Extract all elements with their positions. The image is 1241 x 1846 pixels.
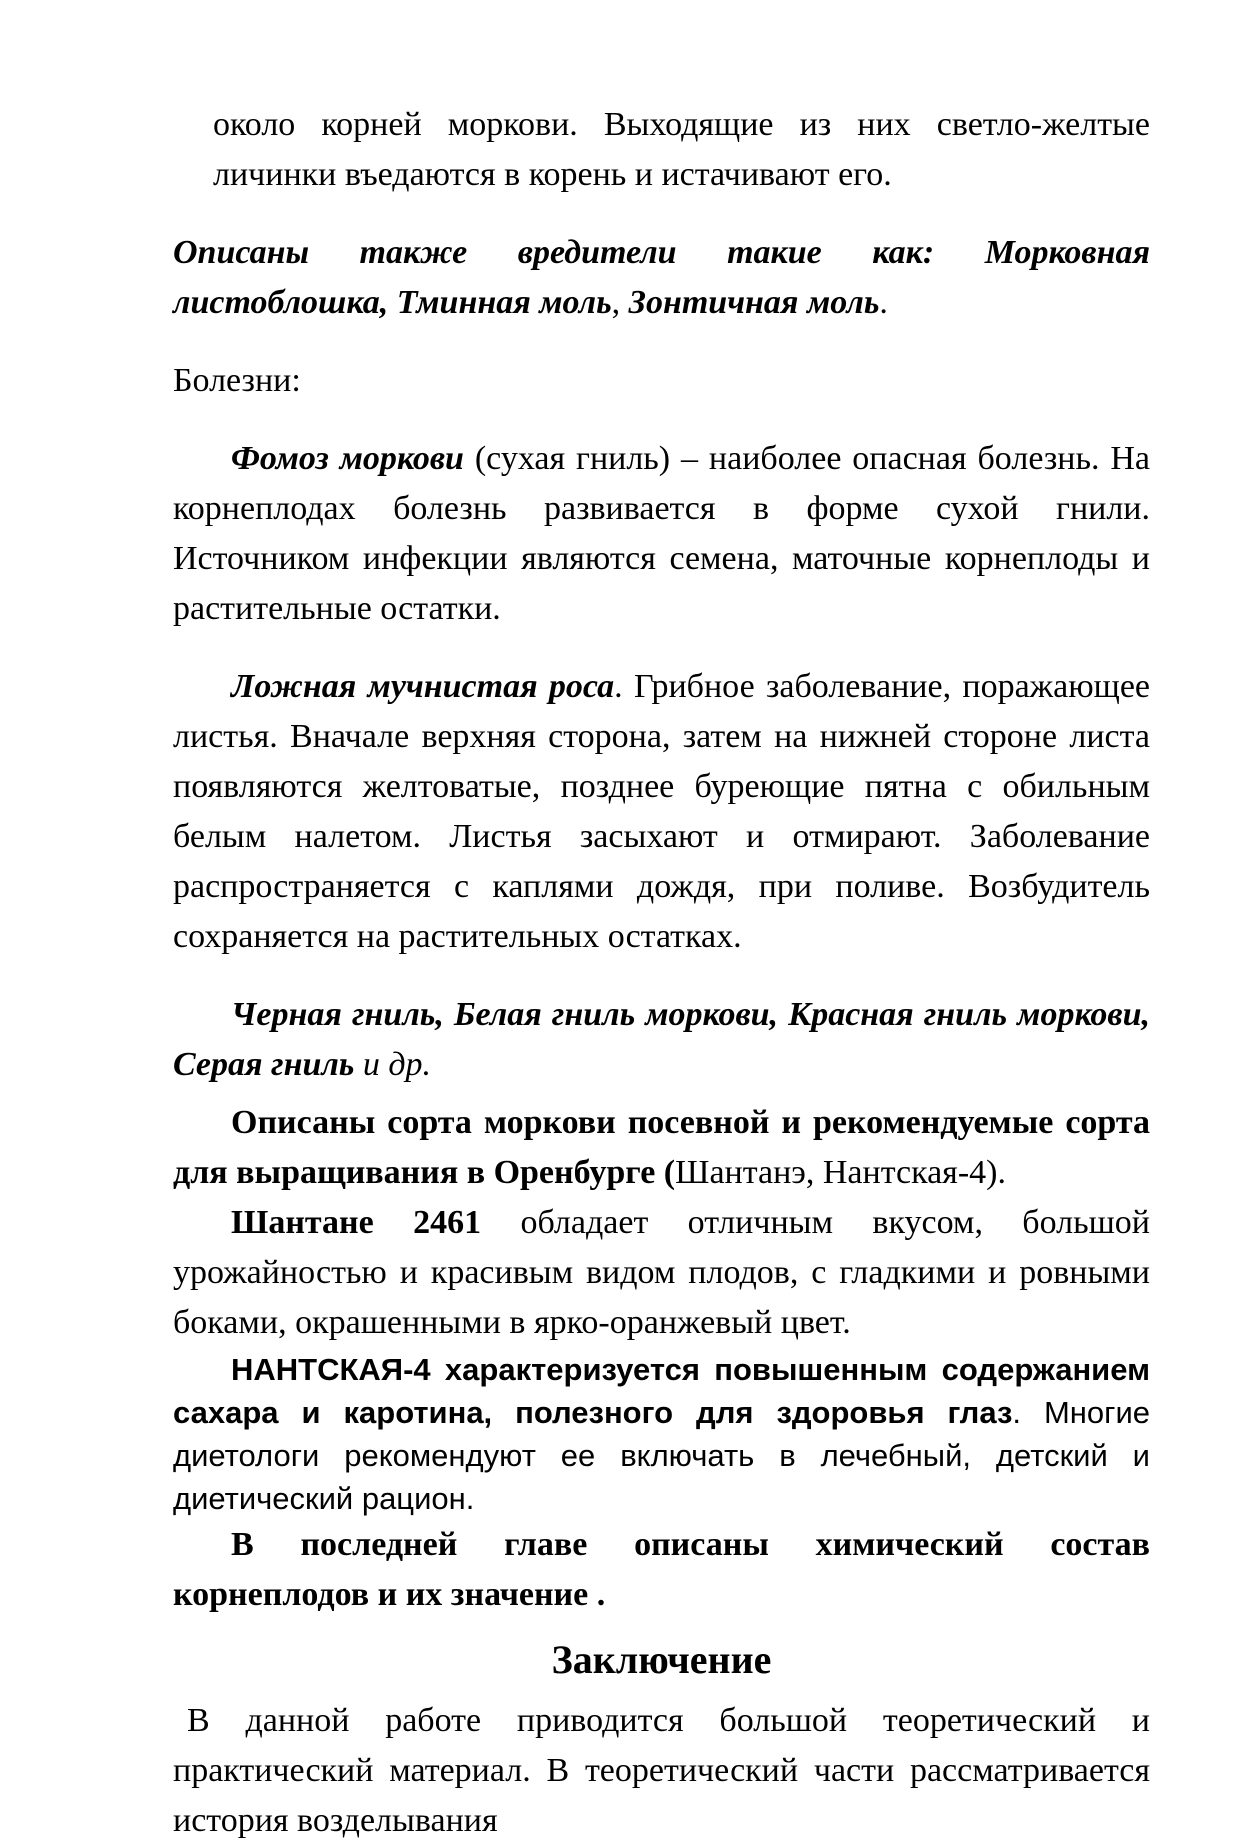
paragraph [173, 1098, 1150, 1198]
section-heading [173, 1634, 1150, 1686]
paragraph [173, 1198, 1150, 1348]
text-run: НАНТСКАЯ-4 характеризуется повышенным содержанием сахара и каротина, полезного для здоровья глаз [173, 1352, 1150, 1430]
text-run: Заключение [551, 1637, 772, 1682]
paragraph [173, 990, 1150, 1090]
paragraph [173, 228, 1150, 328]
text-run: Черная гниль, Белая гниль моркови, Красная гниль моркови, Серая гниль [173, 996, 1150, 1083]
paragraph [173, 1520, 1150, 1620]
text-run: В последней главе описаны химический состав корнеплодов и их значение . [173, 1526, 1150, 1613]
text-run: . Многие диетологи рекомендуют ее включать в лечебный, детский и диетический рацион. [173, 1395, 1150, 1516]
text-run: (сухая гниль) – наиболее опасная болезнь. На корнеплодах болезнь развивается в форме сухой гнили. Источником инфекции являются семена, маточные корнеплоды и растительные остатки. [173, 440, 1151, 627]
text-run: Шантанэ, Нантская-4). [675, 1154, 1006, 1191]
text-run: , [611, 284, 629, 321]
paragraph [173, 1696, 1150, 1846]
text-run: В данной работе приводится большой теоретический и практический материал. В теоретический части рассматривается история возделывания [173, 1702, 1150, 1839]
text-run: Болезни: [173, 362, 301, 399]
text-run: Описаны также вредители такие как: Морковная листоблошка, Тминная моль [173, 234, 1150, 321]
text-run: Зонтичная моль [628, 284, 880, 321]
paragraph [173, 1348, 1150, 1520]
text-run: . Грибное заболевание, поражающее листья. Вначале верхняя сторона, затем на нижней стороне листа появляются желтоватые, позднее буреющие пятна с обильным белым налетом. Листья засыхают и отмирают. Заболевание распространяется с каплями дождя, при поливе. Возбудитель сохраняется на растительных остатках. [173, 668, 1150, 955]
paragraph [173, 356, 1150, 406]
text-run: обладает отличным вкусом, большой урожайностью и красивым видом плодов, с гладкими и ровными боками, окрашенными в ярко-оранжевый цвет. [173, 1204, 1150, 1341]
paragraph [213, 100, 1150, 200]
text-run: Ложная мучнистая роса [231, 668, 615, 705]
text-run: около корней моркови. Выходящие из них светло-желтые личинки въедаются в корень и истачивают его. [213, 106, 1150, 193]
text-run: Шантане 2461 [231, 1204, 482, 1241]
paragraph [173, 434, 1150, 634]
text-run: и др. [354, 1046, 432, 1083]
text-run: . [879, 284, 888, 321]
text-run: Фомоз моркови [231, 440, 464, 477]
paragraph [173, 662, 1150, 962]
text-run: Описаны сорта моркови посевной и рекомендуемые сорта для выращивания в Оренбурге ( [173, 1104, 1150, 1191]
